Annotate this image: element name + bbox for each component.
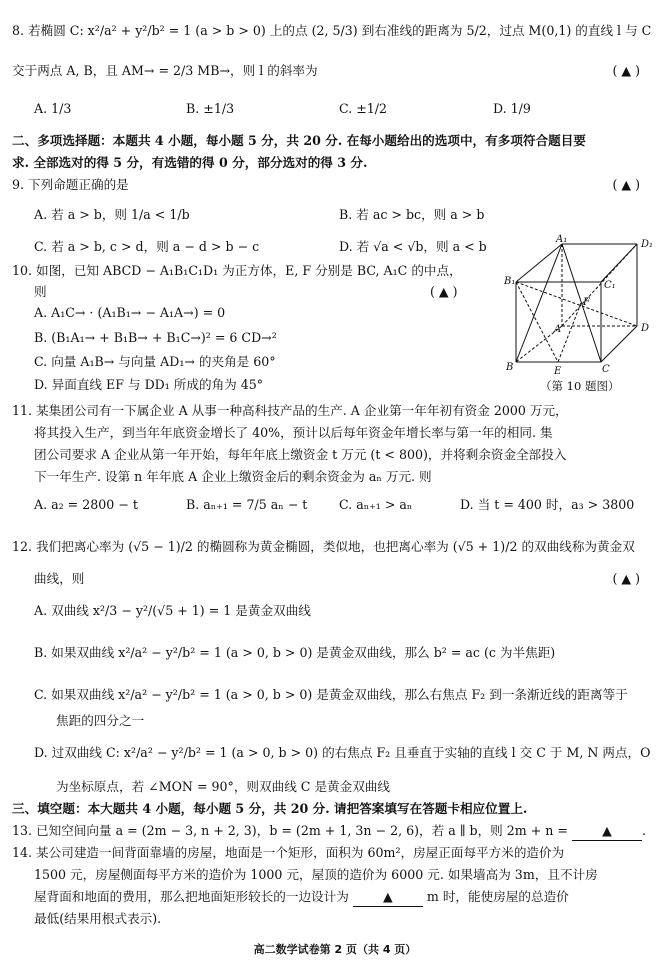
- q10-option-d: D. 异面直线 EF 与 DD₁ 所成的角为 45°: [34, 377, 264, 392]
- q11-stem-line3: 团公司要求 A 企业从第一年开始，每年年底上缴资金 t 万元 (t < 800)，并将剩余资金全部投入: [34, 447, 567, 462]
- q12-option-c: C. 如果双曲线 x²/a² − y²/b² = 1 (a > 0, b > 0) 是黄金双曲线，那么右焦点 F₂ 到一条渐近线的距离等于: [34, 687, 628, 702]
- q12-stem-line2: 曲线，则: [34, 571, 85, 586]
- q14-stem-line1: 14. 某公司建造一间背面靠墙的房屋，地面是一个矩形，面积为 60m²，房屋正面每平方米的造价为: [12, 845, 565, 860]
- section3-heading: 三、填空题：本大题共 4 小题，每小题 5 分，共 20 分. 请把答案填写在答题卡相应位置上.: [12, 801, 528, 816]
- figure-caption: （第 10 题图）: [540, 379, 620, 393]
- q11-stem-line4: 下一年生产. 设第 n 年年底 A 企业上缴资金后的剩余资金为 aₙ 万元. 则: [34, 469, 432, 484]
- section2-heading: 二、多项选择题：本题共 4 小题，每小题 5 分，共 20 分. 在每小题给出的选项中，有多项符合题目要: [12, 133, 586, 148]
- q14-stem-line2: 1500 元，房屋侧面每平方米的造价为 1000 元，屋顶的造价为 6000 元. 如果墙高为 3m，且不计房: [34, 867, 598, 882]
- q14-line3-end: m 时，能使房屋的总造价: [426, 889, 569, 904]
- cube-diagram: [504, 234, 660, 378]
- q14-line3-text: 屋背面和地面的费用，那么把地面矩形较长的一边设计为: [34, 889, 349, 904]
- q11-stem-line2: 将其投入生产，到当年年底资金增长了 40%，预计以后每年资金年增长率与第一年的相同. 集: [34, 425, 553, 440]
- q12-option-b: B. 如果双曲线 x²/a² − y²/b² = 1 (a > 0, b > 0) 是黄金双曲线，那么 b² = ac (c 为半焦距): [34, 645, 556, 660]
- q10-option-b: B. (B₁A₁→ + B₁B→ + B₁C→)² = 6 CD→²: [34, 330, 277, 345]
- cube-label-f: F: [583, 297, 590, 308]
- q12-option-d-cont: 为坐标原点，若 ∠MON = 90°，则双曲线 C 是黄金双曲线: [56, 779, 391, 794]
- cube-label-c: C: [602, 364, 610, 375]
- q9-option-a: A. 若 a > b，则 1/a < 1/b: [34, 207, 190, 222]
- q8-answer-mark: ( ▲ ): [612, 63, 640, 78]
- cube-label-b: B: [506, 362, 514, 373]
- q13-answer-blank: ▲: [572, 822, 642, 841]
- cube-label-b1: B₁: [504, 276, 516, 287]
- q10-stem: 10. 如图，已知 ABCD − A₁B₁C₁D₁ 为正方体，E, F 分别是 BC, A₁C 的中点，: [12, 263, 462, 278]
- q14-stem-line3: [34, 888, 660, 907]
- q11-option-b: B. aₙ₊₁ = 7/5 aₙ − t: [186, 497, 308, 512]
- q11-option-c: C. aₙ₊₁ > aₙ: [339, 497, 413, 512]
- q9-option-b: B. 若 ac > bc，则 a > b: [339, 207, 485, 222]
- q11-option-a: A. a₂ = 2800 − t: [34, 497, 138, 512]
- q9-option-d: D. 若 √a < √b，则 a < b: [339, 239, 487, 254]
- q9-stem: 9. 下列命题正确的是: [12, 177, 129, 192]
- q8-option-c: C. ±1/2: [339, 101, 388, 116]
- q8-stem-line1: 8. 若椭圆 C: x²/a² + y²/b² = 1 (a > b > 0) 上的点 (2, 5/3) 到右准线的距离为 5/2，过点 M(0,1) 的直线 l 与 C: [12, 23, 652, 38]
- q14-stem-line4: 最低(结果用根式表示).: [34, 911, 162, 926]
- q13-text: 13. 已知空间向量 a = (2m − 3, n + 2, 3)，b = (2m + 1, 3n − 2, 6)，若 a ∥ b，则 2m + n =: [12, 823, 568, 838]
- page-footer: 高二数学试卷第 2 页（共 4 页）: [253, 943, 417, 956]
- q9-answer-mark: ( ▲ ): [612, 177, 640, 192]
- q8-option-a: A. 1/3: [34, 101, 72, 116]
- cube-label-e: E: [554, 366, 562, 377]
- cube-label-d: D: [641, 323, 650, 334]
- q10-option-a: A. A₁C→ · (A₁B₁→ − A₁A→) = 0: [34, 305, 226, 320]
- q11-option-d: D. 当 t = 400 时，a₃ > 3800: [460, 497, 635, 512]
- cube-figure: [504, 234, 660, 400]
- cube-label-d1: D₁: [641, 239, 654, 250]
- q14-answer-blank: ▲: [353, 888, 423, 907]
- q12-option-a: A. 双曲线 x²/3 − y²/(√5 + 1) = 1 是黄金双曲线: [34, 603, 311, 618]
- q8-option-b: B. ±1/3: [186, 101, 235, 116]
- q9-option-c: C. 若 a > b, c > d，则 a − d > b − c: [34, 239, 260, 254]
- q10-option-c: C. 向量 A₁B→ 与向量 AD₁→ 的夹角是 60°: [34, 354, 276, 369]
- q8-option-d: D. 1/9: [493, 101, 531, 116]
- q12-answer-mark: ( ▲ ): [612, 571, 640, 586]
- cube-label-c1: C₁: [604, 280, 616, 291]
- q13-stem: [12, 822, 660, 841]
- q12-option-d: D. 过双曲线 C: x²/a² − y²/b² = 1 (a > 0, b > 0) 的右焦点 F₂ 且垂直于实轴的直线 l 交 C 于 M, N 两点，O: [34, 745, 651, 760]
- cube-label-a1: A₁: [556, 234, 568, 245]
- q11-stem-line1: 11. 某集团公司有一下属企业 A 从事一种高科技产品的生产. A 企业第一年年初有资金 2000 万元，: [12, 403, 568, 418]
- q13-end: .: [641, 823, 646, 838]
- q10-answer-mark: ( ▲ ): [430, 284, 458, 299]
- section2-heading-cont: 求. 全部选对的得 5 分，有选错的得 0 分，部分选对的得 3 分.: [12, 155, 368, 170]
- q12-stem-line1: 12. 我们把离心率为 (√5 − 1)/2 的椭圆称为黄金椭圆，类似地，也把离心率为 (√5 + 1)/2 的双曲线称为黄金双: [12, 539, 635, 554]
- q10-stem-cont: 则: [34, 284, 47, 299]
- cube-label-a: A: [554, 324, 562, 335]
- q8-stem-line2: 交于两点 A, B，且 AM→ = 2/3 MB→，则 l 的斜率为: [12, 63, 318, 78]
- q12-option-c-cont: 焦距的四分之一: [56, 713, 145, 728]
